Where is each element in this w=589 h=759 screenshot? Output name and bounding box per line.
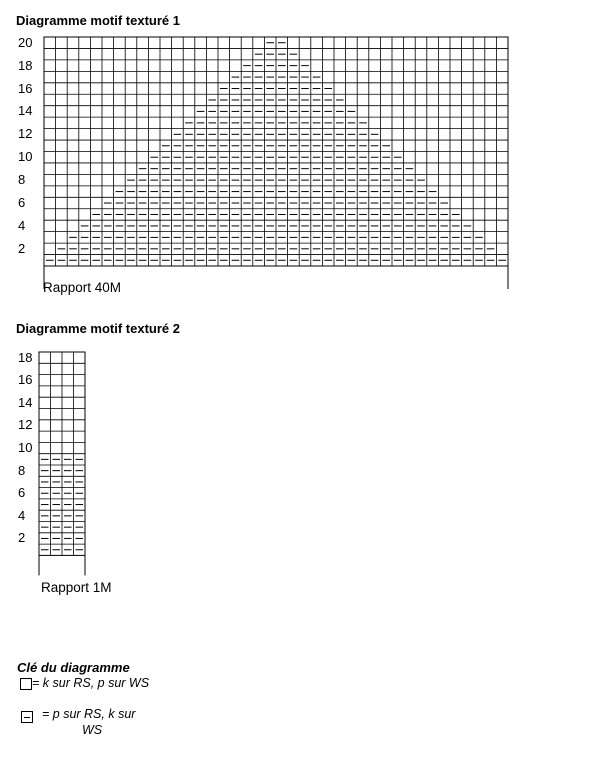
row-label: 16 (18, 80, 33, 96)
row-label: 20 (18, 34, 33, 50)
chart1-repeat-label: Rapport 40M (43, 280, 122, 295)
row-label: 8 (18, 172, 26, 188)
row-label: 18 (18, 57, 33, 73)
row-label: 8 (18, 462, 26, 478)
row-label: 4 (18, 217, 26, 233)
chart2-title: Diagramme motif texturé 2 (16, 321, 180, 336)
knit-key-text: = k sur RS, p sur WS (32, 676, 150, 690)
row-label: 12 (18, 126, 33, 142)
chart1-title: Diagramme motif texturé 1 (16, 13, 180, 28)
row-label: 18 (18, 349, 33, 365)
purl-key-text-line2: WS (82, 723, 103, 737)
purl-key-icon (21, 711, 33, 723)
chart2-repeat-label: Rapport 1M (41, 580, 112, 595)
row-label: 16 (18, 372, 33, 388)
row-label: 14 (18, 394, 33, 410)
row-label: 2 (18, 530, 26, 546)
row-label: 2 (18, 240, 26, 256)
purl-key-text: = p sur RS, k sur (42, 707, 136, 721)
row-label: 10 (18, 149, 33, 165)
row-label: 12 (18, 417, 33, 433)
row-label: 14 (18, 103, 33, 119)
knit-key-icon (20, 678, 32, 690)
legend-title: Clé du diagramme (17, 660, 130, 675)
grid-lines (39, 352, 85, 575)
row-label: 6 (18, 195, 26, 211)
row-label: 6 (18, 485, 26, 501)
row-label: 4 (18, 507, 26, 523)
row-label: 10 (18, 440, 33, 456)
